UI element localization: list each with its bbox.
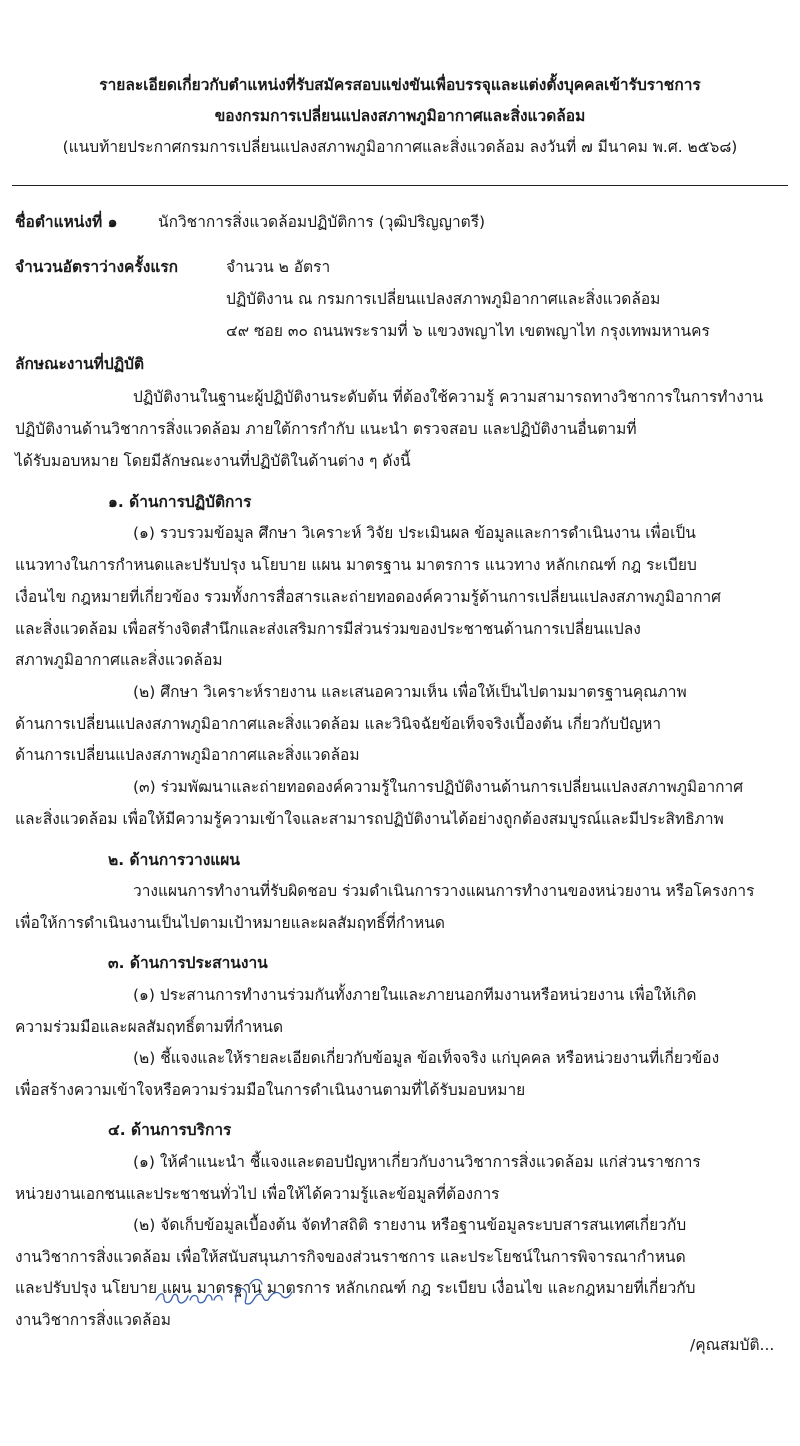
section-heading-service: ๔. ด้านการบริการ <box>108 1121 232 1139</box>
section-line: (๑) ประสานการทำงานร่วมกันทั้งภายในและภายนอกทีมงานหรือหน่วยงาน เพื่อให้เกิด <box>133 986 697 1004</box>
section-heading-planning: ๒. ด้านการวางแผน <box>108 851 240 869</box>
section-line: (๑) รวบรวมข้อมูล ศึกษา วิเคราะห์ วิจัย ประเมินผล ข้อมูลและการดำเนินงาน เพื่อเป็น <box>133 524 696 542</box>
section-line: สภาพภูมิอากาศและสิ่งแวดล้อม <box>15 651 223 669</box>
section-line: และสิ่งแวดล้อม เพื่อให้มีความรู้ความเข้าใจและสามารถปฏิบัติงานได้อย่างถูกต้องสมบูรณ์และมีประสิทธิภาพ <box>15 810 724 828</box>
vacancy-location-1: ปฏิบัติงาน ณ กรมการเปลี่ยนแปลงสภาพภูมิอากาศและสิ่งแวดล้อม <box>226 290 661 308</box>
section-line: ด้านการเปลี่ยนแปลงสภาพภูมิอากาศและสิ่งแวดล้อม <box>15 746 360 764</box>
section-line: วางแผนการทำงานที่รับผิดชอบ ร่วมดำเนินการวางแผนการทำงานของหน่วยงาน หรือโครงการ <box>133 882 755 900</box>
continued-marker: /คุณสมบัติ... <box>690 1336 775 1354</box>
nature-intro-line: ปฏิบัติงานในฐานะผู้ปฏิบัติงานระดับต้น ที่ต้องใช้ความรู้ ความสามารถทางวิชาการในการทำงาน <box>133 388 764 406</box>
section-line: ด้านการเปลี่ยนแปลงสภาพภูมิอากาศและสิ่งแวดล้อม และวินิจฉัยข้อเท็จจริงเบื้องต้น เกี่ยวกับปัญหา <box>15 715 662 733</box>
section-line: (๓) ร่วมพัฒนาและถ่ายทอดองค์ความรู้ในการปฏิบัติงานด้านการเปลี่ยนแปลงสภาพภูมิอากาศ <box>133 778 744 796</box>
section-line: และสิ่งแวดล้อม เพื่อสร้างจิตสำนึกและส่งเสริมการมีส่วนร่วมของประชาชนด้านการเปลี่ยนแปลง <box>15 620 641 638</box>
section-line: งานวิชาการสิ่งแวดล้อม <box>15 1311 172 1329</box>
vacancy-location-2: ๔๙ ซอย ๓๐ ถนนพระรามที่ ๖ แขวงพญาไท เขตพญาไท กรุงเทพมหานคร <box>226 322 710 340</box>
nature-intro-line: ได้รับมอบหมาย โดยมีลักษณะงานที่ปฏิบัติในด้านต่าง ๆ ดังนี้ <box>15 452 411 470</box>
header-line-3: (แนบท้ายประกาศกรมการเปลี่ยนแปลงสภาพภูมิอากาศและสิ่งแวดล้อม ลงวันที่ ๗ มีนาคม พ.ศ. ๒๕๖๘) <box>62 138 738 156</box>
section-heading-coordination: ๓. ด้านการประสานงาน <box>108 954 268 972</box>
nature-intro-line: ปฏิบัติงานด้านวิชาการสิ่งแวดล้อม ภายใต้การกำกับ แนะนำ ตรวจสอบ และปฏิบัติงานอื่นตามที่ <box>15 420 637 438</box>
nature-heading: ลักษณะงานที่ปฏิบัติ <box>15 355 145 373</box>
section-line: และปรับปรุง นโยบาย แผน มาตรฐาน มาตรการ หลักเกณฑ์ กฎ ระเบียบ เงื่อนไข และกฎหมายที่เกี่ยวกับ <box>15 1279 696 1297</box>
section-line: (๒) ชี้แจงและให้รายละเอียดเกี่ยวกับข้อมูล ข้อเท็จจริง แก่บุคคล หรือหน่วยงานที่เกี่ยวข้อง <box>133 1049 720 1067</box>
vacancy-count: จำนวน ๒ อัตรา <box>226 258 331 276</box>
header-divider <box>12 185 788 186</box>
signature-image <box>150 1270 310 1316</box>
header-line-2: ของกรมการเปลี่ยนแปลงสภาพภูมิอากาศและสิ่งแวดล้อม <box>214 107 586 125</box>
section-line: หน่วยงานเอกชนและประชาชนทั่วไป เพื่อให้ได้ความรู้และข้อมูลที่ต้องการ <box>15 1185 500 1203</box>
section-line: เพื่อให้การดำเนินงานเป็นไปตามเป้าหมายและผลสัมฤทธิ์ที่กำหนด <box>15 914 445 932</box>
section-line: ความร่วมมือและผลสัมฤทธิ์ตามที่กำหนด <box>15 1018 284 1036</box>
section-line: (๒) จัดเก็บข้อมูลเบื้องต้น จัดทำสถิติ รายงาน หรือฐานข้อมูลระบบสารสนเทศเกี่ยวกับ <box>133 1216 687 1234</box>
position-label: ชื่อตำแหน่งที่ ๑ <box>15 213 118 231</box>
section-line: (๑) ให้คำแนะนำ ชี้แจงและตอบปัญหาเกี่ยวกับงานวิชาการสิ่งแวดล้อม แก่ส่วนราชการ <box>133 1153 701 1171</box>
vacancy-label: จำนวนอัตราว่างครั้งแรก <box>15 258 179 276</box>
position-value: นักวิชาการสิ่งแวดล้อมปฏิบัติการ (วุฒิปริญญาตรี) <box>158 213 486 231</box>
section-line: แนวทางในการกำหนดและปรับปรุง นโยบาย แผน มาตรฐาน มาตรการ แนวทาง หลักเกณฑ์ กฎ ระเบียบ <box>15 556 697 574</box>
section-line: เพื่อสร้างความเข้าใจหรือความร่วมมือในการดำเนินงานตามที่ได้รับมอบหมาย <box>15 1081 526 1099</box>
header-line-1: รายละเอียดเกี่ยวกับตำแหน่งที่รับสมัครสอบแข่งขันเพื่อบรรจุและแต่งตั้งบุคคลเข้ารับราชการ <box>99 76 701 94</box>
section-line: งานวิชาการสิ่งแวดล้อม เพื่อให้สนับสนุนภารกิจของส่วนราชการ และประโยชน์ในการพิจารณากำหนด <box>15 1248 686 1266</box>
section-line: เงื่อนไข กฎหมายที่เกี่ยวข้อง รวมทั้งการสื่อสารและถ่ายทอดองค์ความรู้ด้านการเปลี่ยนแปลงสภาพภูมิอากาศ <box>15 588 721 606</box>
section-heading-operations: ๑. ด้านการปฏิบัติการ <box>108 493 252 511</box>
section-line: (๒) ศึกษา วิเคราะห์รายงาน และเสนอความเห็น เพื่อให้เป็นไปตามมาตรฐานคุณภาพ <box>133 683 687 701</box>
